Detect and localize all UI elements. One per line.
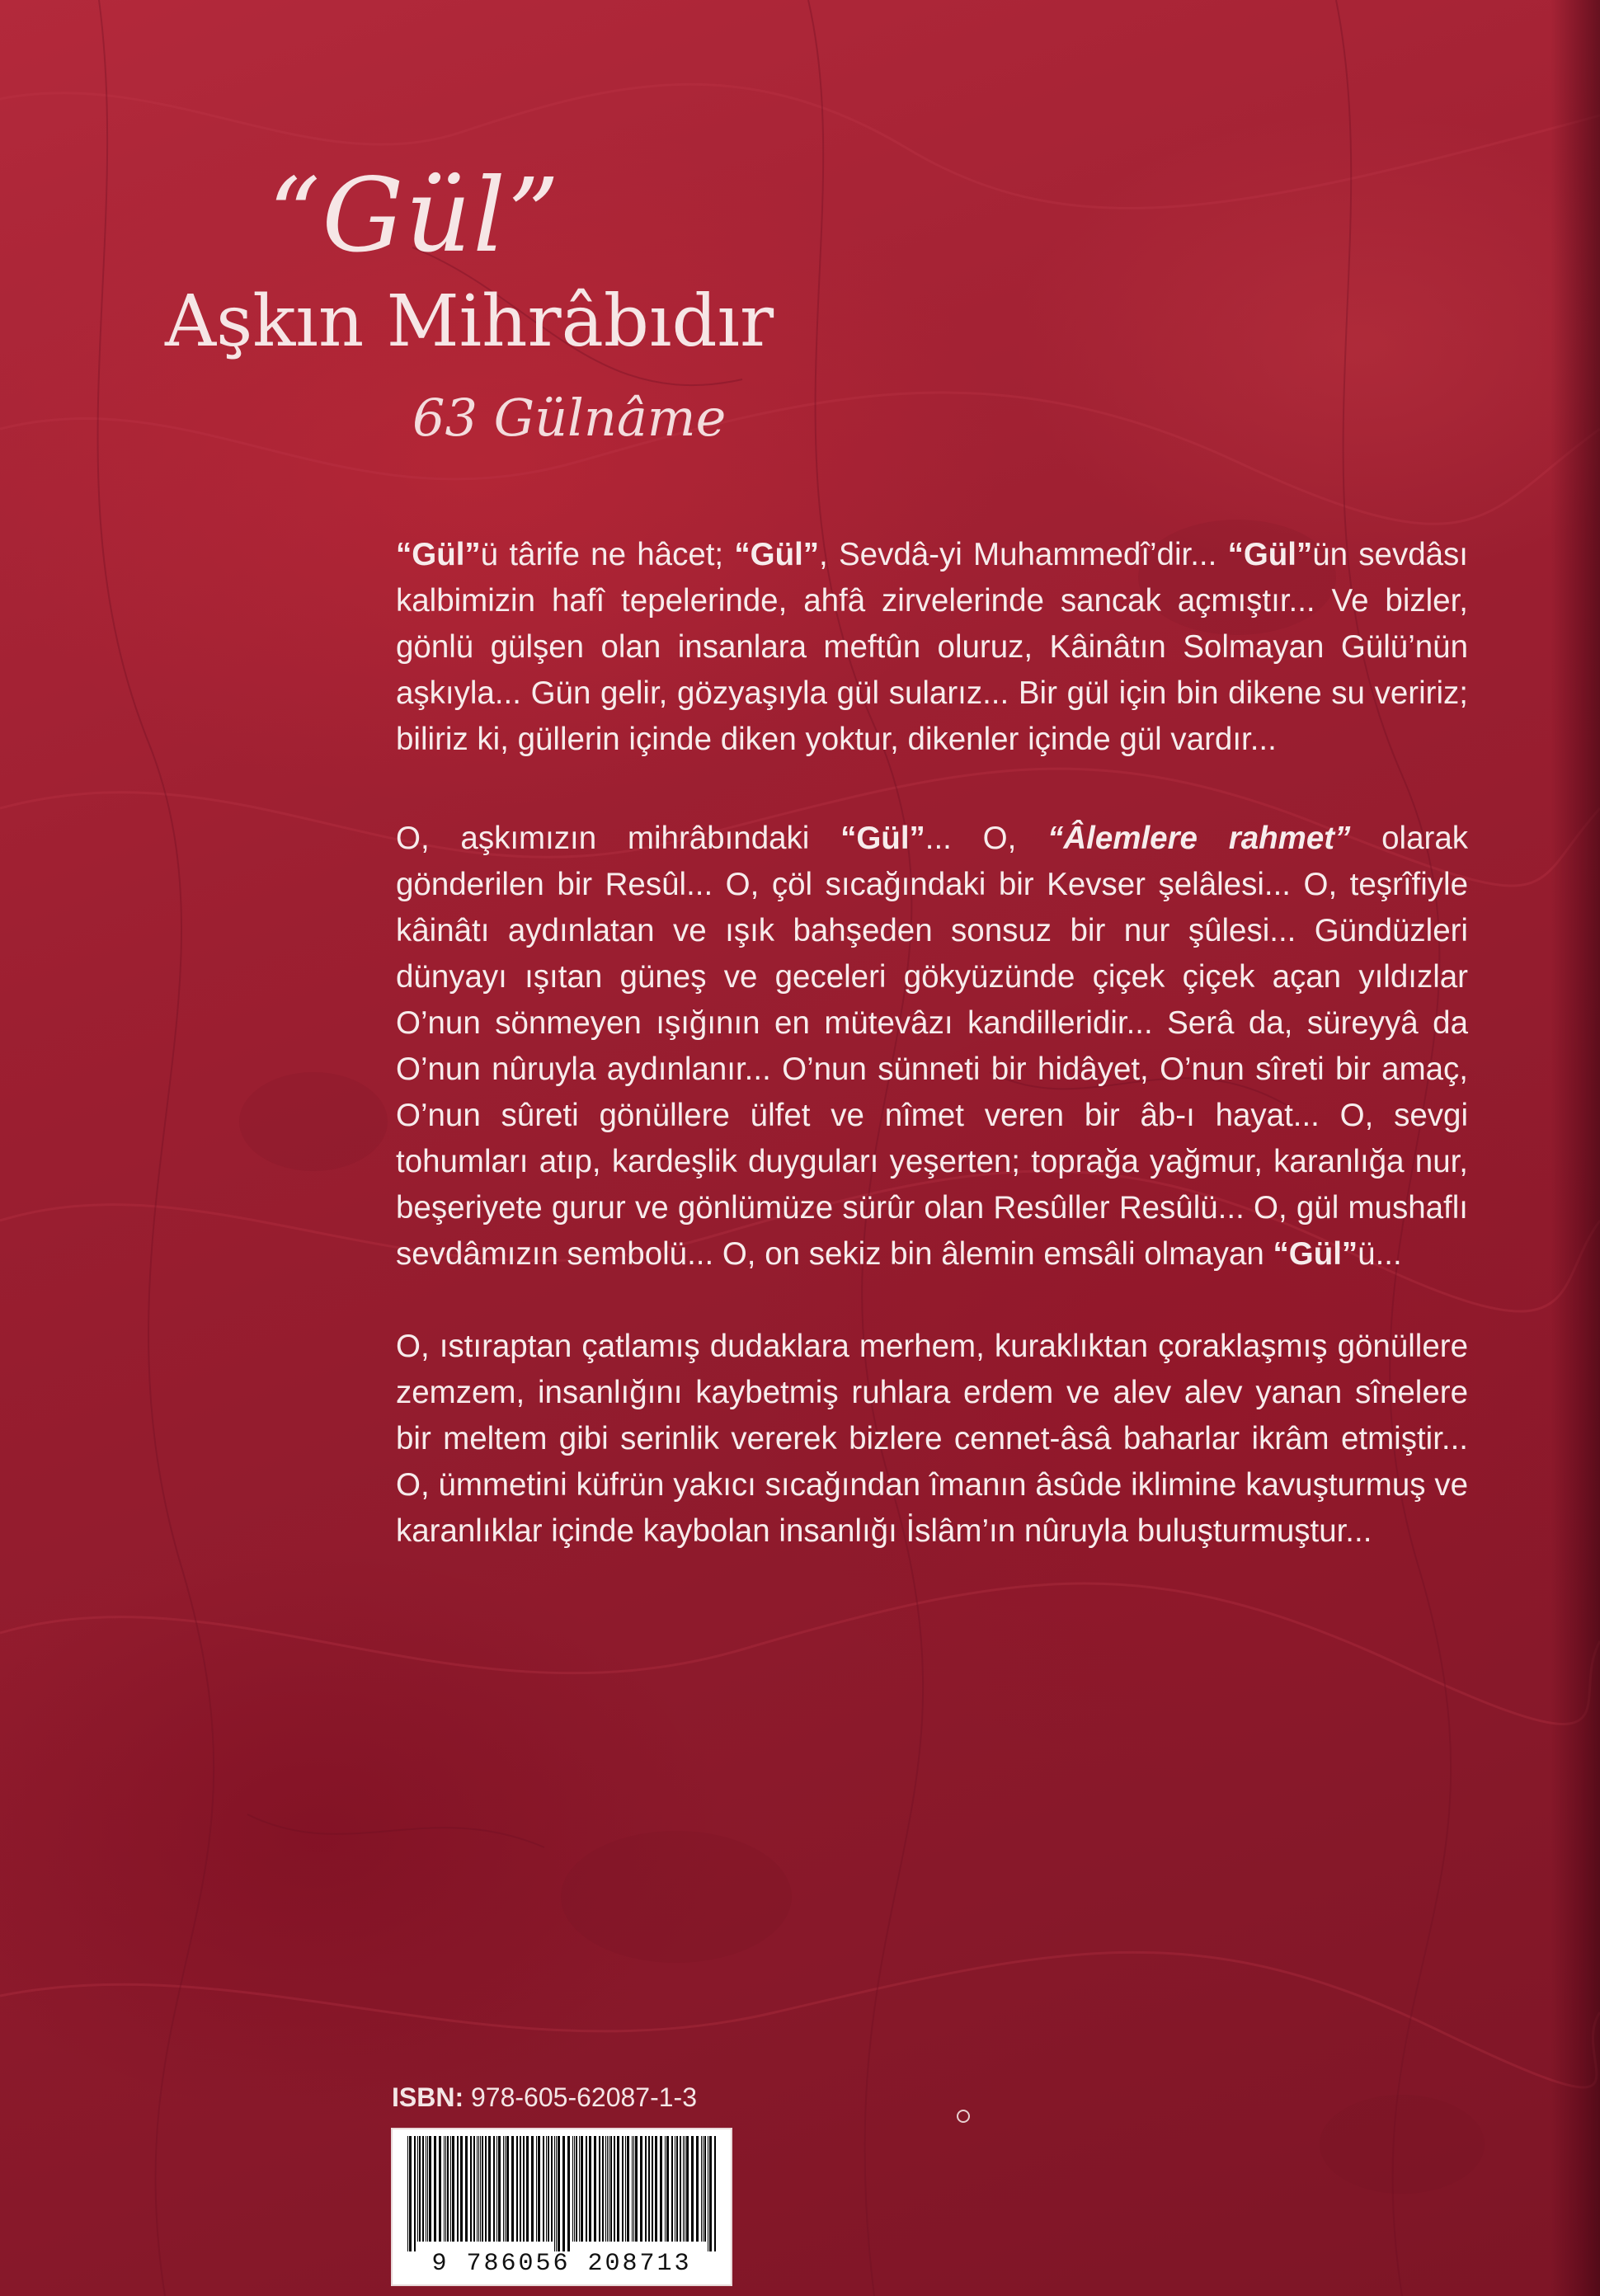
barcode-bar [419, 2136, 421, 2242]
barcode-bar [576, 2136, 577, 2242]
text-run: “Gül” [396, 537, 481, 572]
barcode-bar [538, 2136, 540, 2242]
barcode-bars [406, 2136, 718, 2251]
barcode-bar [683, 2136, 684, 2242]
barcode-bar [444, 2136, 445, 2242]
isbn-value: 978-605-62087-1-3 [464, 2082, 697, 2112]
barcode-bar [567, 2136, 570, 2251]
barcode-bar [556, 2136, 557, 2251]
barcode-bar [607, 2136, 608, 2242]
barcode-bar [622, 2136, 624, 2242]
text-run: “Gül” [734, 537, 820, 572]
barcode-bar [417, 2136, 418, 2242]
barcode-bar [465, 2136, 468, 2242]
barcode-bar [709, 2136, 712, 2251]
barcode-bar [574, 2136, 575, 2242]
barcode-bar [445, 2136, 446, 2242]
barcode-bar [632, 2136, 633, 2242]
isbn-label: ISBN: [392, 2082, 464, 2112]
barcode-bar [652, 2136, 653, 2242]
paragraph-3 [396, 1324, 1468, 1555]
blurb-text [396, 532, 1468, 1601]
barcode-digits: 9 786056 208713 [431, 2250, 692, 2278]
text-run: “Gül” [840, 821, 925, 856]
barcode-bar [551, 2136, 553, 2242]
text-run: “Âlemlere rahmet” [1047, 821, 1351, 856]
barcode-bar [520, 2136, 521, 2242]
barcode-bar [599, 2136, 600, 2242]
barcode-bar [610, 2136, 612, 2242]
barcode-bar [488, 2136, 491, 2242]
barcode-bar [478, 2136, 479, 2242]
title-main: Aşkın Mihrâbıdır [165, 280, 774, 363]
barcode-bar [617, 2136, 619, 2242]
barcode-bar [635, 2136, 638, 2242]
barcode-bar [427, 2136, 428, 2242]
barcode-bar [648, 2136, 650, 2242]
barcode-bar [660, 2136, 662, 2242]
barcode-bar [676, 2136, 678, 2242]
barcode-bar [602, 2136, 604, 2242]
barcode-bar [671, 2136, 673, 2242]
barcode-bar [531, 2136, 534, 2242]
title-subtitle: 63 Gülnâme [412, 388, 727, 448]
barcode-bar [439, 2136, 441, 2242]
barcode-bar [586, 2136, 587, 2242]
barcode-bar [477, 2136, 478, 2242]
title-gul: “Gül” [268, 157, 562, 275]
barcode-bar [594, 2136, 596, 2242]
barcode-bar [701, 2136, 702, 2242]
barcode [391, 2128, 732, 2286]
barcode-bar [691, 2136, 694, 2242]
barcode-bar [666, 2136, 669, 2242]
barcode-bar [452, 2136, 454, 2242]
barcode-bar [558, 2136, 560, 2251]
barcode-bar [429, 2136, 431, 2242]
barcode-bar [627, 2136, 629, 2242]
barcode-bar [505, 2136, 506, 2242]
isbn [392, 2082, 697, 2113]
barcode-bar [450, 2136, 451, 2242]
barcode-bar [414, 2136, 416, 2251]
barcode-bar [714, 2136, 716, 2251]
barcode-bar [523, 2136, 525, 2242]
text-run: ü... [1358, 1236, 1402, 1272]
barcode-bar [498, 2136, 501, 2242]
barcode-bar [614, 2136, 615, 2242]
barcode-bar [409, 2136, 412, 2251]
small-circle-mark [957, 2110, 970, 2123]
barcode-bar [625, 2136, 626, 2242]
barcode-bar [589, 2136, 591, 2242]
barcode-bar [543, 2136, 544, 2242]
barcode-bar [686, 2136, 689, 2242]
barcode-bar [447, 2136, 449, 2242]
barcode-bar [665, 2136, 666, 2242]
text-run: O, aşkımızın mihrâbındaki [396, 821, 841, 856]
text-run: O, ıstıraptan çatlamış dudaklara merhem, kuraklıktan çoraklaşmış gönüllere zemzem, insanlığını kaybetmiş ruhlara erdem ve alev alev yanan sînelere bir meltem gibi serinlik vererek bizlere cennet-âsâ baharlar ikrâm etmiştir... O, ümmetini küfrün yakıcı sıcağından îmanın âsûde iklimine kavuşturmuş ve karanlıklar içinde kaybolan insanlığı İslâm’ın nûruyla buluşturmuştur... [396, 1329, 1468, 1549]
spine-shadow [1551, 0, 1600, 2296]
barcode-bar [485, 2136, 487, 2242]
barcode-bar [516, 2136, 518, 2242]
barcode-bar [407, 2136, 408, 2251]
barcode-bar [548, 2136, 549, 2242]
text-run: “Gül” [1227, 537, 1313, 572]
text-run: olarak gönderilen bir Resûl... O, çöl sıcağındaki bir Kevser şelâlesi... O, teşrîfiyle kâinâtı aydınlatan ve ışık bahşeden sonsuz bir nur şûlesi... Gündüzleri dünyayı ışıtan güneş ve geceleri gökyüzünde çiçek çiçek açan yıldızlar O’nun sönmeyen ışığının en mütevâzı kandilleridir... Serâ da, süreyyâ da O’nun nûruyla aydınlanır... O’nun sünneti bir hidâyet, O’nun sîreti bir amaç, O’nun sûreti gönüllere ülfet ve nîmet veren bir âb-ı hayat... O, sevgi tohumları atıp, kardeşlik duyguları yeşerten; toprağa yağmur, karanlığa nur, beşeriyete gurur ve gönlümüze sürûr olan Resûller Resûlü... O, gül mushaflı sevdâmızın sembolü... O, on sekiz bin âlemin emsâli olmayan [396, 821, 1468, 1272]
barcode-bar [422, 2136, 424, 2242]
text-run: “Gül” [1273, 1236, 1358, 1272]
barcode-bar [680, 2136, 681, 2242]
barcode-bar [633, 2136, 634, 2242]
barcode-bar [562, 2136, 565, 2251]
text-run: ü târife ne hâcet; [480, 537, 735, 572]
barcode-bar [536, 2136, 537, 2242]
barcode-bar [526, 2136, 529, 2242]
barcode-bar [554, 2136, 555, 2251]
barcode-bar [655, 2136, 657, 2242]
barcode-bar [704, 2136, 706, 2242]
text-run: ün sevdâsı kalbimizin hafî tepelerinde, ahfâ zirvelerinde sancak açmıştır... Ve bizler, gönlü gülşen olan insanlara meftûn oluruz, Kâinâtın Solmayan Gülü’nün aşkıyla... Gün gelir, gözyaşıyla gül sularız... Bir gül için bin dikene su veririz; biliriz ki, güllerin içinde diken yoktur, dikenler içinde gül vardır... [396, 537, 1468, 757]
barcode-bar [496, 2136, 497, 2242]
barcode-bar [480, 2136, 481, 2242]
barcode-bar [511, 2136, 514, 2242]
barcode-bar [572, 2136, 573, 2242]
barcode-bar [506, 2136, 509, 2242]
barcode-bar [703, 2136, 704, 2242]
barcode-bar [457, 2136, 459, 2242]
paragraph-2 [396, 816, 1468, 1277]
barcode-bar [482, 2136, 483, 2242]
barcode-bar [696, 2136, 699, 2242]
barcode-bar [493, 2136, 495, 2242]
barcode-bar [640, 2136, 642, 2242]
barcode-bar [579, 2136, 580, 2242]
barcode-bar [645, 2136, 647, 2242]
paragraph-1 [396, 532, 1468, 763]
text-run: ... O, [925, 821, 1048, 856]
barcode-bar [473, 2136, 475, 2242]
barcode-bar [460, 2136, 463, 2242]
barcode-bar [434, 2136, 436, 2242]
barcode-bar [470, 2136, 472, 2242]
barcode-bar [503, 2136, 504, 2242]
text-run: , Sevdâ-yi Muhammedî’dir... [819, 537, 1228, 572]
barcode-bar [605, 2136, 606, 2242]
barcode-bar [546, 2136, 547, 2242]
barcode-bar [581, 2136, 583, 2242]
